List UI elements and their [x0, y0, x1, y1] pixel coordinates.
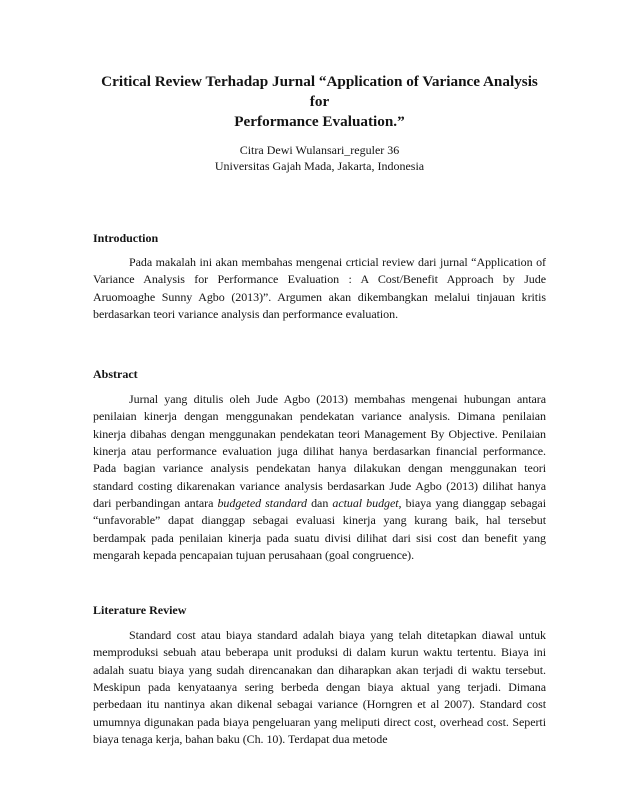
abstract-text-part-2: dan [307, 495, 333, 510]
literature-review-heading: Literature Review [93, 603, 187, 618]
author-affiliation: Universitas Gajah Mada, Jakarta, Indonesia [214, 159, 425, 173]
abstract-paragraph [93, 391, 546, 564]
title-line-1: Critical Review Terhadap Jurnal “Application of Variance Analysis for [101, 73, 538, 110]
abstract-emphasis-budgeted-standard: budgeted standard [217, 495, 307, 510]
author-name: Citra Dewi Wulansari_reguler 36 [239, 143, 400, 157]
introduction-paragraph: Pada makalah ini akan membahas mengenai crticial review dari jurnal “Application of Variance Analysis for Performance Evaluation : A Cost/Benefit Approach by Jude Aruomoaghe Sunny Agbo (2013)”. Argumen akan dikembangkan melalui tinjauan kritis berdasarkan teori variance analysis dan performance evaluation. [93, 255, 546, 321]
abstract-text-part-1: Jurnal yang ditulis oleh Jude Agbo (2013) membahas mengenai hubungan antara penilaian kinerja dengan menggunakan pendekatan variance analysis. Dimana penilaian kinerja dibahas dengan menggunakan pendekatan teori Management By Objective. Penilaian kinerja atau performance evaluation juga dilihat hanya berdasarkan financial performance. Pada bagian variance analysis pendekatan hanya dilakukan dengan menggunakan teori standard costing dikarenakan variance analysis berdasarkan Jude Agbo (2013) dilihat hanya dari perbandingan antara [93, 392, 546, 510]
document-title [93, 72, 546, 132]
abstract-heading: Abstract [93, 367, 138, 382]
abstract-emphasis-actual-budget: actual budget, [332, 495, 402, 510]
introduction-heading: Introduction [93, 231, 159, 245]
literature-review-paragraph: Standard cost atau biaya standard adalah biaya yang telah ditetapkan diawal untuk memproduksi sebuah atau beberapa unit produksi di dalam kurun waktu tertentu. Biaya ini adalah suatu biaya yang sudah direncanakan dan diharapkan akan terjadi di waktu tersebut. Meskipun pada kenyataanya sering berbeda dengan biaya aktual yang terjadi. Dimana perbedaan itu nantinya akan dikenal sebagai variance (Horngren et al 2007). Standard cost umumnya digunakan pada biaya pengeluaran yang meliputi direct cost, overhead cost. Seperti biaya tenaga kerja, bahan baku (Ch. 10). Terdapat dua metode [93, 628, 546, 746]
title-line-2: Performance Evaluation.” [234, 113, 405, 130]
abstract-text-part-3: biaya yang dianggap sebagai “unfavorable” dapat dianggap sebagai evaluasi kinerja yang kurang baik, hal tersebut berdampak pada penilaian kinerja pada suatu divisi dilihat dari sisi cost dan benefit yang mengarah kepada pencapaian tujuan perusahaan (goal congruence). [93, 495, 546, 562]
